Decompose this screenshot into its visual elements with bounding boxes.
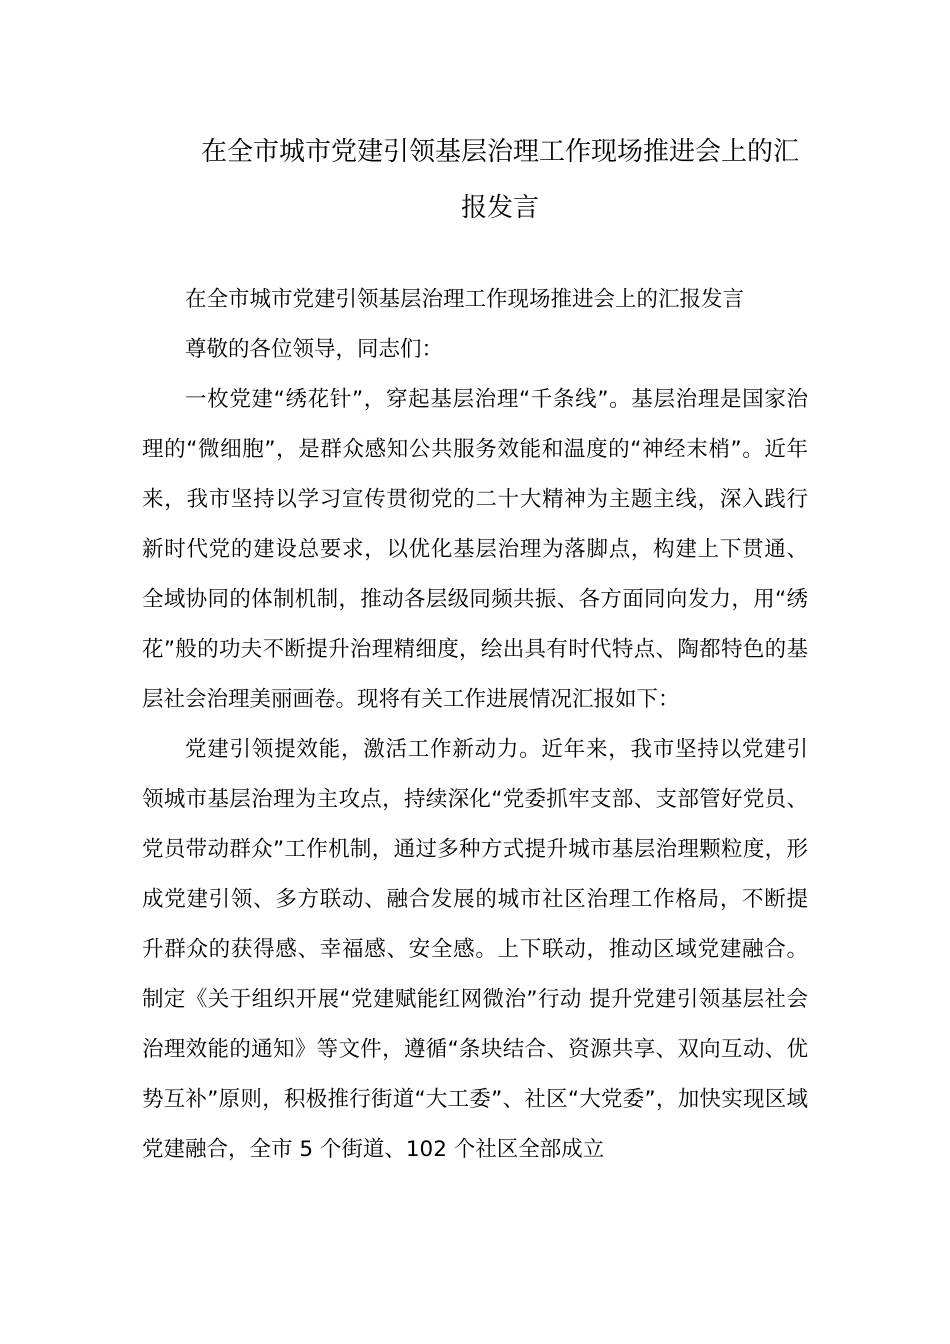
paragraph-heading-repeat: 在全市城市党建引领基层治理工作现场推进会上的汇报发言: [185, 287, 745, 312]
document-body: [142, 275, 808, 1175]
paragraph-salutation: 尊敬的各位领导，同志们：: [185, 337, 444, 362]
paragraph-intro: 一枚党建“绣花针”，穿起基层治理“千条线”。基层治理是国家治理的“微细胞”，是群众感知公共服务效能和温度的“神经末梢”。近年来，我市坚持以学习宣传贯彻党的二十大精神为主题主线，深入践行新时代党的建设总要求，以优化基层治理为落脚点，构建上下贯通、全域协同的体制机制，推动各层级同频共振、各方面同向发力，用“绣花”般的功夫不断提升治理精细度，绘出具有时代特点、陶都特色的基层社会治理美丽画卷。现将有关工作进展情况汇报如下：: [142, 387, 808, 712]
document-title: 在全市城市党建引领基层治理工作现场推进会上的汇报发言: [200, 137, 799, 223]
paragraph-party-building: 党建引领提效能，激活工作新动力。近年来，我市坚持以党建引领城市基层治理为主攻点，持续深化“党委抓牢支部、支部管好党员、党员带动群众”工作机制，通过多种方式提升城市基层治理颗粒度，形成党建引领、多方联动、融合发展的城市社区治理工作格局，不断提升群众的获得感、幸福感、安全感。上下联动，推动区域党建融合。制定《关于组织开展“党建赋能红网微治”行动 提升党建引领基层社会治理效能的通知》等文件，遵循“条块结合、资源共享、双向互动、优势互补”原则，积极推行街道“大工委”、社区“大党委”，加快实现区域党建融合，全市 5 个街道、102 个社区全部成立: [142, 737, 808, 1162]
